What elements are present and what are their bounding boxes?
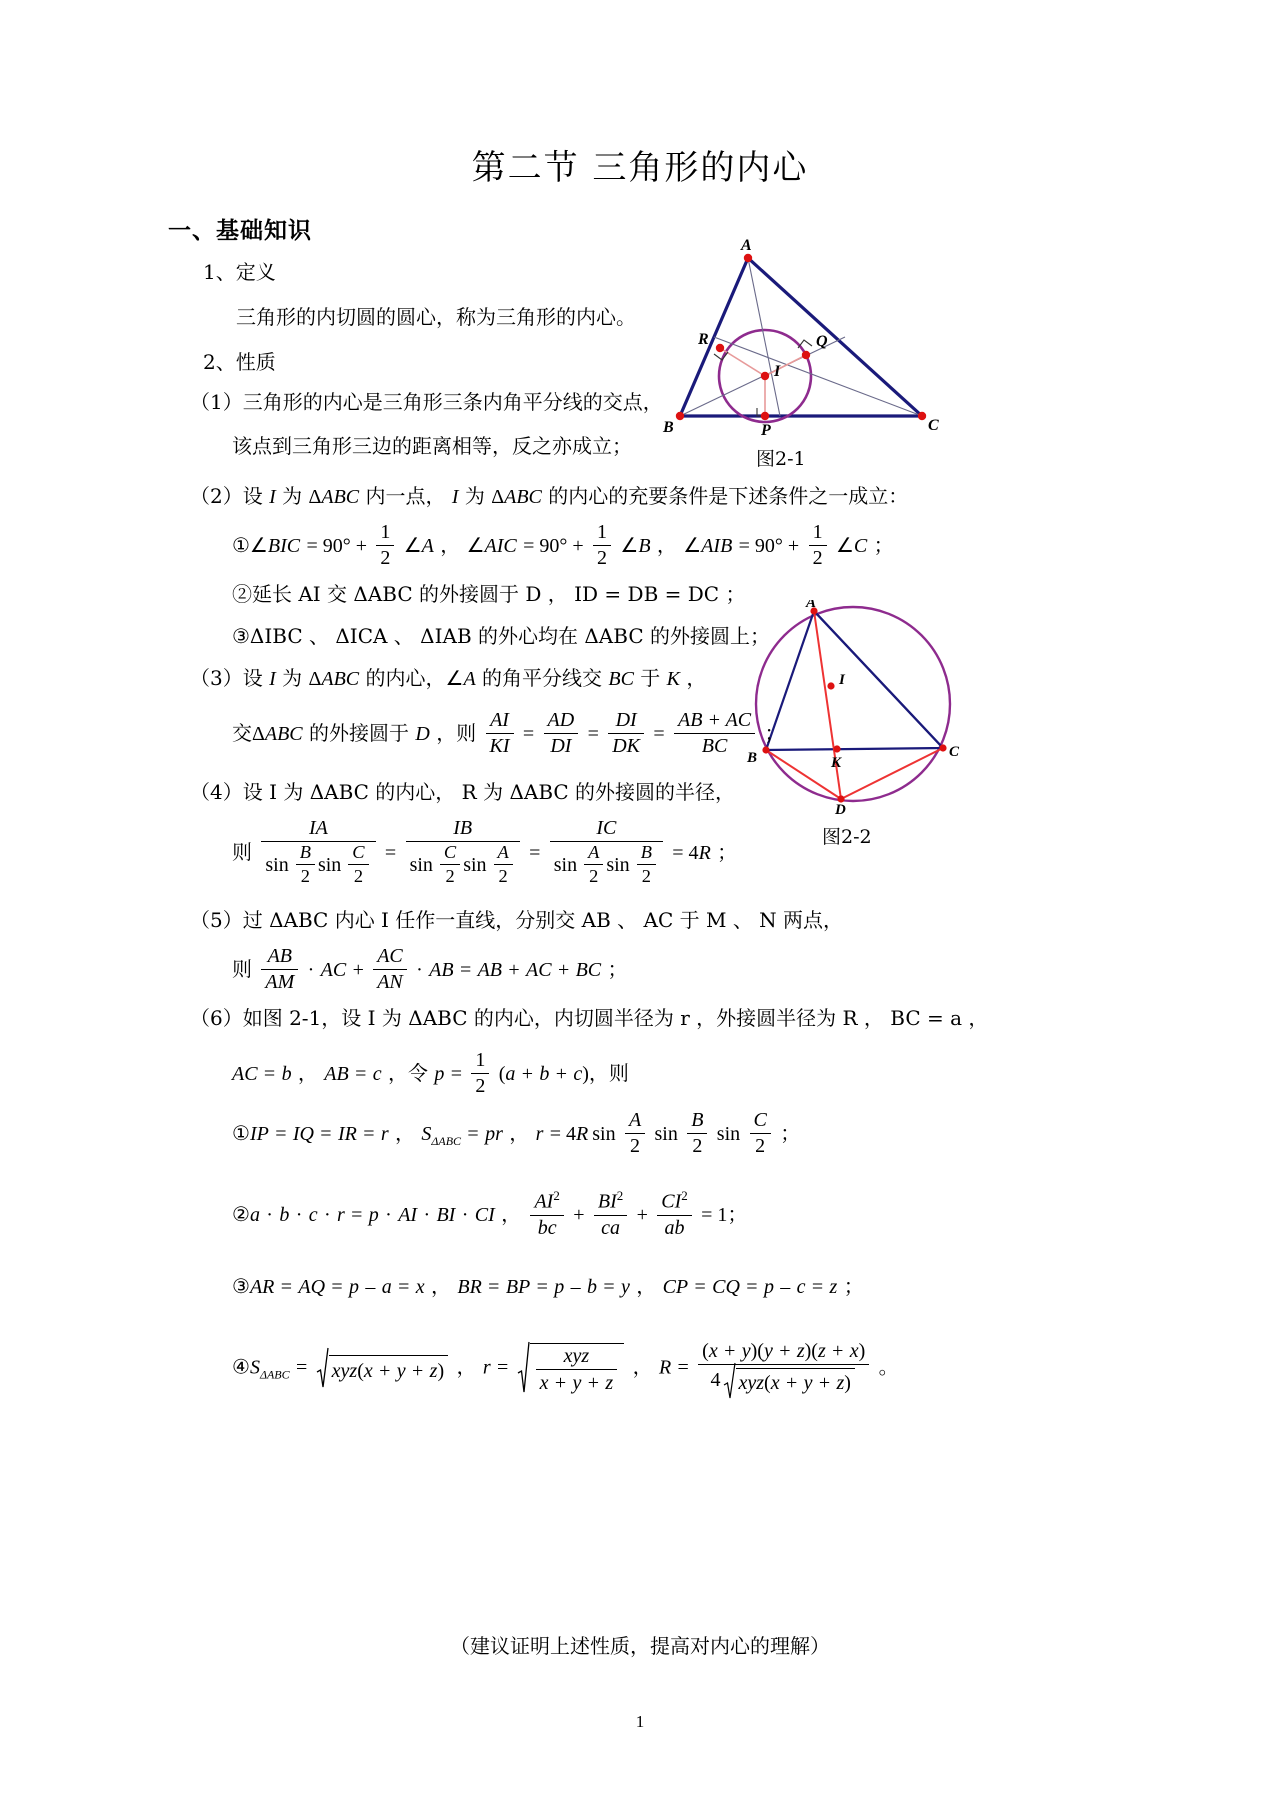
- property-6-line-1: （6）如图 2-1，设 I 为 ΔABC 的内心，内切圆半径为 r ，外接圆半径为 R ， BC = a ，: [190, 1006, 989, 1030]
- property-3-line-1: （3）设 I 为 ΔABC 的内心，∠A 的角平分线交 BC 于 K ，: [190, 666, 707, 690]
- figure-2-1-caption: 图2-1: [756, 448, 806, 470]
- property-5-line-2: 则 $\frac{AB}{AM}$ · AC + $\frac{AC}{AN}$ · AB = AB + AC + BC ；: [232, 945, 628, 993]
- property-6-item-3: ③AR = AQ = p – a = x ， BR = BP = p – b = y ， CP = CQ = p – c = z ；: [232, 1274, 864, 1298]
- figure-2-2-label-K: K: [831, 755, 842, 771]
- figure-2-2-label-B: B: [747, 750, 758, 766]
- figure-2-1-label-A: A: [741, 237, 752, 254]
- property-2-lead: （2）设 I 为 ΔABC 内一点， I 为 ΔABC 的内心的充要条件是下述条件之一成立：: [190, 484, 909, 508]
- property-1-line-2: 该点到三角形三边的距离相等，反之亦成立；: [232, 434, 632, 458]
- property-6-line-2: AC = b ， AB = c ，令 p = $\frac{1}{2}$ (a + b + c)，则: [232, 1049, 629, 1097]
- figure-2-2-label-D: D: [835, 802, 846, 815]
- property-2-item-1: ①∠BIC = 90° + $\frac{1}{2}$ ∠A ， ∠AIC = 90° + $\frac{1}{2}$ ∠B ， ∠AIB = 90° + $\frac{1}{2}$ ∠C ；: [232, 521, 894, 569]
- definition-text: 三角形的内切圆的圆心，称为三角形的内心。: [236, 305, 636, 329]
- figure-2-1-label-I: I: [774, 363, 781, 380]
- closing-note: （建议证明上述性质，提高对内心的理解）: [450, 1634, 830, 1658]
- properties-label: 2、性质: [203, 350, 276, 374]
- section-heading: 一、基础知识: [168, 218, 312, 244]
- figure-2-1-label-P: P: [761, 422, 771, 436]
- figure-2-1-label-R: R: [698, 331, 709, 348]
- property-6-item-4: $④S_{\Delta ABC}$ = xyz(x + y + z) ， r = $\frac{\text{xyz}}{x + y + z}$ ， R = (x + y)(y + z)(z + x) 4 xyz(x + y + z) 。: [232, 1340, 899, 1396]
- property-3-line-2: 交ΔABC 的外接圆于 D ，则 $\frac{AI}{KI}$ = $\frac{AD}{DI}$ = $\frac{DI}{DK}$ = $\frac{AB + AC}{BC}$ ；: [232, 709, 785, 757]
- figure-2-2-drawing: [738, 600, 968, 815]
- property-4-line-2: 则 IA sin $\frac{B}{2}$ sin $\frac{C}{2}$ = IB sin $\frac{C}{2}$ sin $\frac{A}{2}$ = IC sin $\frac{A}{2}$ sin $\frac{B}{2}$ = 4R ；: [232, 817, 738, 887]
- property-2-item-3: ③ΔIBC 、 ΔICA 、 ΔIAB 的外心均在 ΔABC 的外接圆上；: [232, 624, 770, 648]
- figure-2-1-label-Q: Q: [816, 333, 828, 350]
- definition-label: 1、定义: [203, 260, 276, 284]
- figure-2-2-label-A: A: [806, 600, 817, 611]
- property-5-line-1: （5）过 ΔABC 内心 I 任作一直线，分别交 AB 、 AC 于 M 、 N 两点，: [190, 908, 844, 932]
- page-number: 1: [635, 1712, 645, 1731]
- property-4-line-1: （4）设 I 为 ΔABC 的内心， R 为 ΔABC 的外接圆的半径，: [190, 780, 736, 804]
- figure-2-1: [640, 236, 970, 436]
- page-title: 第二节 三角形的内心: [471, 148, 809, 188]
- figure-2-2-label-I: I: [839, 672, 845, 688]
- property-6-item-1: ①IP = IQ = IR = r ， $S_{\Delta ABC}$ = pr ， r = 4R sin $\frac{A}{2}$ sin $\frac{B}{2}$ sin $\frac{C}{2}$ ；: [232, 1109, 801, 1157]
- figure-2-2-caption: 图2-2: [822, 826, 872, 848]
- figure-2-1-label-C: C: [928, 417, 939, 434]
- figure-2-1-drawing: [640, 236, 970, 436]
- property-1-line-1: （1）三角形的内心是三角形三条内角平分线的交点，: [190, 390, 663, 414]
- property-6-item-2: ②a · b · c · r = p · AI · BI · CI ， $\frac{AI^2}{bc}$ + $\frac{BI^2}{ca}$ + $\frac{CI^2}{ab}$ = 1；: [232, 1188, 748, 1239]
- figure-2-2: [738, 600, 968, 815]
- figure-2-1-label-B: B: [663, 419, 674, 436]
- figure-2-2-label-C: C: [949, 744, 960, 760]
- property-2-item-2: ②延长 AI 交 ΔABC 的外接圆于 D ， ID = DB = DC ；: [232, 582, 746, 606]
